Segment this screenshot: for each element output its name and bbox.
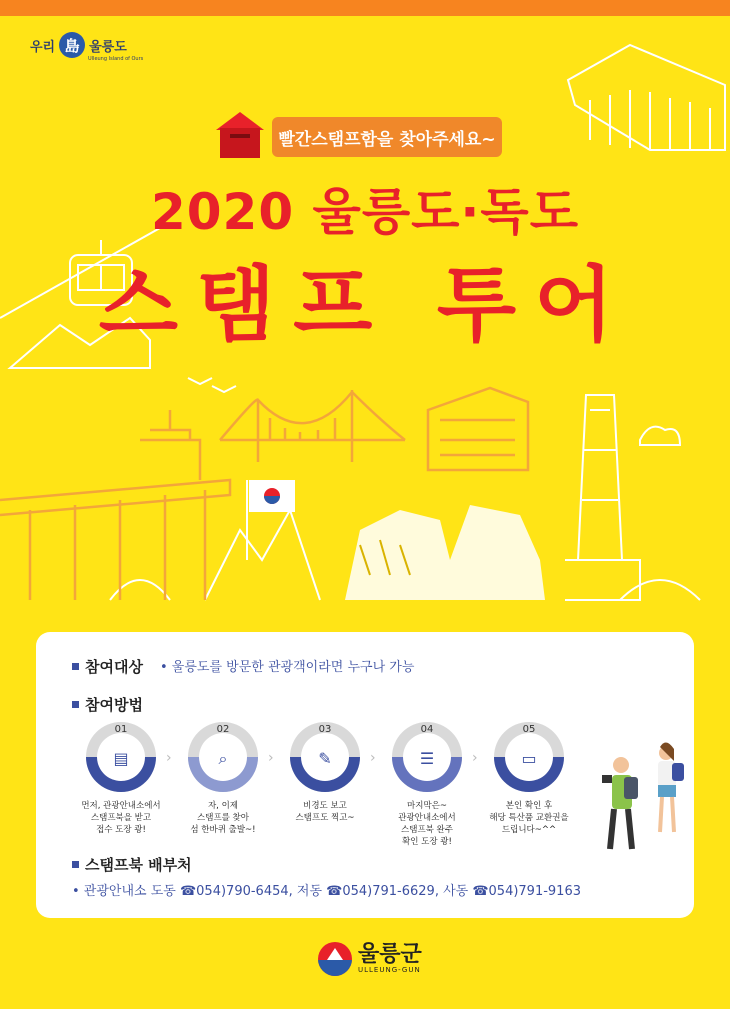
chevron-right-icon: › (472, 750, 478, 766)
bullet-square-icon (72, 861, 79, 868)
dist-heading (72, 854, 192, 875)
dist-heading-label: 스탬프북 배부처 (85, 856, 192, 874)
step-circle (188, 722, 258, 792)
distribution-text: • 관광안내소 도동 ☎054)790-6454, 저동 ☎054)791-6629, 사동 ☎054)791-9163 (72, 884, 581, 899)
logo-subtitle: Ulleung Island of Ours (88, 56, 144, 62)
step-description: 자, 이제 스탬프를 찾아 섬 한바퀴 출발~! (190, 801, 256, 835)
chevron-right-icon: › (166, 750, 172, 766)
logo-prefix: 우리 (30, 39, 56, 55)
step-description: 비경도 보고 스탬프도 찍고~ (295, 801, 355, 823)
step-description: 먼저, 관광안내소에서 스탬프북을 받고 접수 도장 쾅! (81, 801, 161, 835)
step-item (78, 722, 164, 836)
step-number: 03 (318, 724, 332, 735)
logo-mark: 島 (59, 32, 85, 58)
footer-english-name: ULLEUNG-GUN (358, 966, 421, 974)
bullet-square-icon (72, 701, 79, 708)
info-panel (36, 632, 694, 918)
ribbon-banner: 빨간스탬프함을 찾아주세요~ (272, 117, 502, 157)
step-number: 01 (114, 724, 128, 735)
mailbox-icon (212, 108, 268, 160)
step-circle (392, 722, 462, 792)
footer-logo (318, 942, 422, 976)
target-heading (72, 656, 143, 677)
method-heading (72, 694, 143, 715)
stamp-icon: ✎ (318, 749, 332, 768)
step-description: 본인 확인 후 해당 특산품 교환권을 드립니다~^^ (489, 801, 569, 835)
stamp-book-icon: ▤ (113, 749, 129, 768)
target-text: • 울릉도를 방문한 관광객이라면 누구나 가능 (160, 660, 415, 675)
logo-name: 울릉도 (89, 39, 127, 55)
document-icon: ☰ (419, 749, 435, 768)
footer-name: 울릉군 (358, 942, 422, 967)
step-circle (494, 722, 564, 792)
ulleung-emblem-icon (318, 942, 352, 976)
title-line-2: 스탬프 투어 (98, 258, 632, 353)
method-heading-label: 참여방법 (85, 696, 143, 714)
steps-list (78, 722, 569, 872)
step-item (384, 722, 470, 848)
step-circle (290, 722, 360, 792)
magnifier-icon: ⌕ (218, 749, 228, 768)
voucher-icon: ▭ (521, 749, 537, 768)
bullet-square-icon (72, 663, 79, 670)
step-number: 05 (522, 724, 536, 735)
travelers-illustration (596, 737, 692, 867)
step-item (282, 722, 368, 824)
title-line-1: 2020 울릉도·독도 (150, 183, 580, 241)
step-item (486, 722, 572, 836)
chevron-right-icon: › (268, 750, 274, 766)
target-heading-label: 참여대상 (85, 658, 143, 676)
chevron-right-icon: › (370, 750, 376, 766)
step-description: 마지막은~ 관광안내소에서 스탬프북 완주 확인 도장 쾅! (398, 801, 456, 847)
step-number: 02 (216, 724, 230, 735)
step-item (180, 722, 266, 836)
step-number: 04 (420, 724, 434, 735)
step-circle (86, 722, 156, 792)
